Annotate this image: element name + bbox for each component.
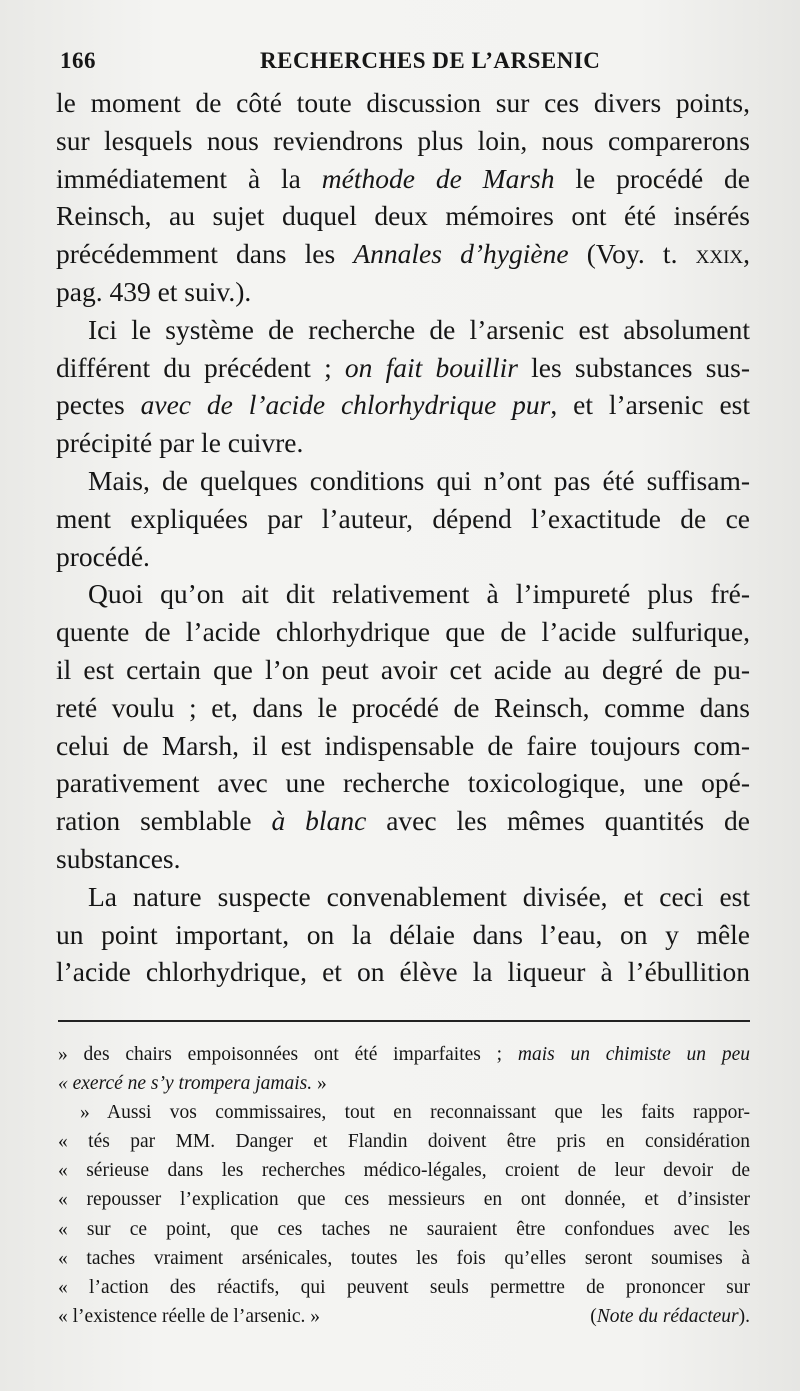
footnote-line: « exercé ne s’y trompera jamais. » xyxy=(58,1073,327,1095)
footnote-line: « repousser l’explication que ces messieurs en ont donnée, et d’insister xyxy=(58,1189,750,1211)
text-line: un point important, on la délaie dans l’eau, on y mêle xyxy=(56,918,750,950)
text-line: parativement avec une recherche toxicologique, une opé- xyxy=(56,767,750,799)
footnote-line: « sérieuse dans les recherches médico-légales, croient de leur devoir de xyxy=(58,1160,750,1182)
text-line: ration semblable à blanc avec les mêmes quantités de xyxy=(56,805,750,837)
text-line: pag. 439 et suiv.). xyxy=(56,275,252,307)
paragraph-start: Ici le système de recherche de l’arsenic est absolument xyxy=(88,313,750,345)
text-line: celui de Marsh, il est indispensable de faire toujours com- xyxy=(56,729,750,761)
text-line: reté voulu ; et, dans le procédé de Reinsch, comme dans xyxy=(56,691,750,723)
footnote-line: « sur ce point, que ces taches ne sauraient être confondues avec les xyxy=(58,1218,750,1240)
italic-term: méthode de Marsh xyxy=(321,162,555,194)
text-line: procédé. xyxy=(56,540,150,572)
text-line: le moment de côté toute discussion sur ces divers points, xyxy=(56,87,750,118)
text-line: ment expliquées par l’auteur, dépend l’exactitude de ce xyxy=(56,502,750,534)
italic-quote: « exercé ne s’y trompera jamais. xyxy=(58,1073,313,1095)
running-title: RECHERCHES DE L’ARSENIC xyxy=(260,48,601,73)
text-line: précédemment dans les Annales d’hygiène (Voy. t. xxix, xyxy=(56,238,750,270)
text-line: quente de l’acide chlorhydrique que de l’acide sulfurique, xyxy=(56,616,750,648)
italic-term: on fait bouillir xyxy=(344,351,518,383)
text-line: l’acide chlorhydrique, et on élève la liqueur à l’ébullition xyxy=(56,956,750,988)
footnote-line: « tés par MM. Danger et Flandin doivent être pris en considération xyxy=(58,1131,750,1153)
footnote-line: » Aussi vos commissaires, tout en reconnaissant que les faits rappor- xyxy=(80,1102,750,1124)
italic-quote: mais un chimiste un peu xyxy=(517,1044,750,1065)
volume-number: xxix xyxy=(695,238,744,270)
italic-term: à blanc xyxy=(271,805,367,837)
text-line: Reinsch, au sujet duquel deux mémoires ont été insérés xyxy=(56,200,750,232)
footnote-line: « l’action des réactifs, qui peuvent seuls permettre de prononcer sur xyxy=(58,1276,750,1298)
italic-term: avec de l’acide chlorhydrique pur xyxy=(140,389,551,421)
text-line: différent du précédent ; on fait bouillir les substances sus- xyxy=(56,351,750,383)
paragraph-start: Mais, de quelques conditions qui n’ont pas été suffisam- xyxy=(88,464,750,496)
editor-note: (Note du rédacteur). xyxy=(590,1305,750,1327)
text-line: pectes avec de l’acide chlorhydrique pur, et l’arsenic est xyxy=(56,389,750,421)
footnote-rule xyxy=(58,1020,750,1022)
footnotes xyxy=(58,1040,750,1331)
page-number: 166 xyxy=(60,48,96,73)
italic-term: Annales d’hygiène xyxy=(353,238,569,270)
footnote-line: « taches vraiment arsénicales, toutes les fois qu’elles seront soumises à xyxy=(58,1247,750,1269)
footnote-line: « l’existence réelle de l’arsenic. » (Note du rédacteur). xyxy=(58,1302,750,1331)
paragraph-start: Quoi qu’on ait dit relativement à l’impureté plus fré- xyxy=(88,578,750,610)
text-line: précipité par le cuivre. xyxy=(56,427,304,459)
text-line: substances. xyxy=(56,842,181,874)
running-head xyxy=(60,40,760,80)
text-line: sur lesquels nous reviendrons plus loin, nous comparerons xyxy=(56,124,750,156)
text-line: immédiatement à la méthode de Marsh le procédé de xyxy=(56,162,750,194)
text-line: il est certain que l’on peut avoir cet acide au degré de pu- xyxy=(56,653,750,685)
footnote-line: » des chairs empoisonnées ont été imparfaites ; mais un chimiste un peu xyxy=(58,1044,750,1065)
body-text xyxy=(56,84,750,991)
paragraph-start: La nature suspecte convenablement divisée, et ceci est xyxy=(88,880,750,912)
